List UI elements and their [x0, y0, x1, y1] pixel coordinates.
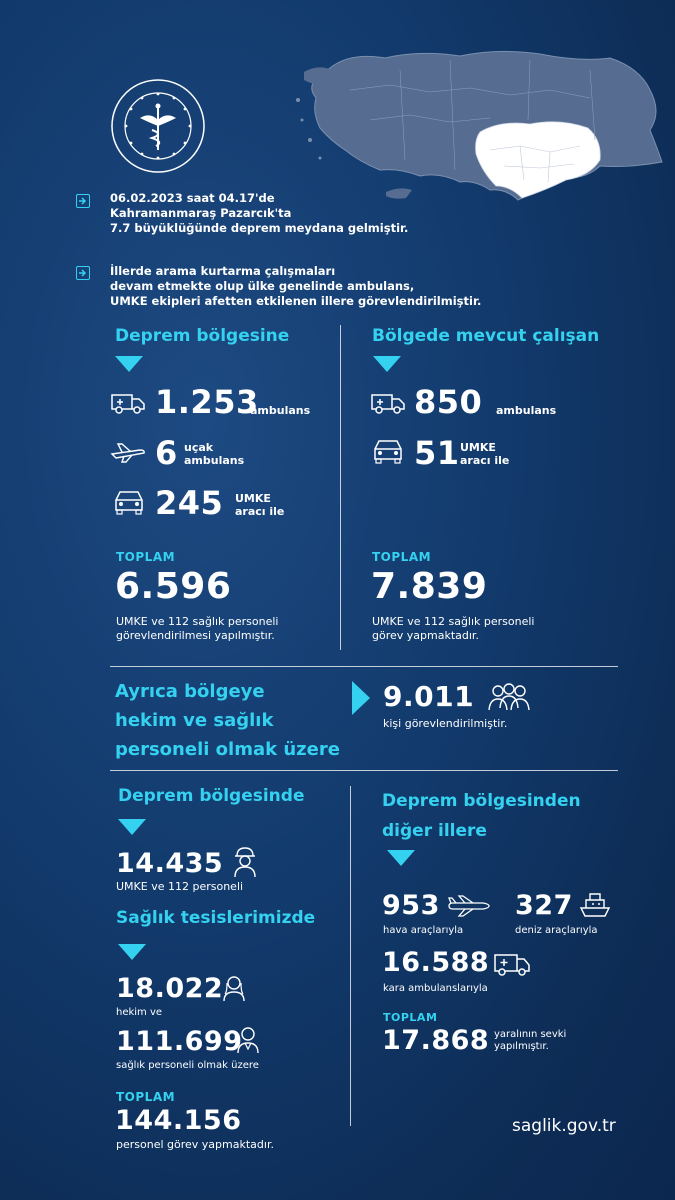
rescue-worker-icon: [233, 846, 257, 882]
right-bottom-toplam-desc: [494, 1029, 566, 1053]
down-arrow-icon: [118, 944, 146, 960]
left-top-item2-label: [184, 441, 244, 467]
right-bottom-title-2: diğer illere: [382, 821, 487, 841]
right-bottom-title: [382, 786, 581, 846]
intro-line-1: 06.02.2023 saat 04.17'de: [110, 191, 275, 205]
intro-line-2: Kahramanmaraş Pazarcık'ta: [110, 206, 292, 220]
left-bottom-desc2: hekim ve: [116, 1007, 163, 1018]
middle-line-2: hekim ve sağlık: [115, 710, 274, 731]
right-bottom-toplam-label: TOPLAM: [383, 1011, 438, 1024]
down-arrow-icon: [373, 356, 401, 372]
ministry-logo: [110, 78, 206, 174]
middle-line-1: Ayrıca bölgeye: [115, 681, 265, 702]
left-bottom-value1: 14.435: [116, 848, 224, 879]
left-bottom-desc1: UMKE ve 112 personeli: [116, 880, 244, 893]
right-top-title: Bölgede mevcut çalışan: [372, 326, 600, 346]
left-top-item1-label: ambulans: [250, 404, 311, 417]
left-top-desc-1: UMKE ve 112 sağlık personeli: [116, 615, 279, 628]
right-arrow-icon: [352, 681, 370, 715]
middle-line-3: personeli olmak üzere: [115, 739, 340, 760]
left-top-toplam-label: TOPLAM: [116, 550, 176, 564]
left-top-item2-label-1: uçak: [184, 441, 214, 454]
right-top-toplam-value: 7.839: [371, 566, 488, 607]
doctor-female-icon: [222, 974, 246, 1006]
left-bottom-value2: 18.022: [116, 973, 224, 1004]
right-top-toplam-label: TOPLAM: [372, 550, 432, 564]
right-bottom-sea-label: deniz araçlarıyla: [515, 925, 598, 936]
intro-line-5: devam etmekte olup ülke genelinde ambulans,: [110, 279, 415, 293]
divider-bottom-vertical: [350, 786, 351, 1126]
people-group-icon: [486, 682, 532, 716]
right-bottom-toplam-desc-2: yapılmıştır.: [494, 1041, 549, 1052]
right-top-item2-label-2: aracı ile: [460, 454, 510, 467]
left-top-item2-value: 6: [155, 434, 178, 472]
right-top-item2-label: [460, 441, 509, 467]
right-top-desc: [372, 615, 535, 643]
left-top-item3-label-1: UMKE: [235, 492, 271, 505]
right-bottom-sea-value: 327: [515, 890, 573, 921]
right-bottom-title-1: Deprem bölgesinden: [382, 791, 581, 811]
left-top-item3-label: [235, 492, 284, 518]
divider-middle-bottom: [110, 770, 618, 771]
left-top-item3-label-2: aracı ile: [235, 505, 285, 518]
left-bottom-desc3: sağlık personeli olmak üzere: [116, 1060, 259, 1071]
left-top-title: Deprem bölgesine: [115, 326, 290, 346]
right-top-item1-label: ambulans: [496, 404, 557, 417]
right-top-item1-value: 850: [414, 383, 483, 421]
right-top-desc-1: UMKE ve 112 sağlık personeli: [372, 615, 535, 628]
left-bottom-toplam-desc: personel görev yapmaktadır.: [116, 1138, 274, 1151]
arrow-box-icon: [76, 194, 90, 208]
right-top-item2-value: 51: [414, 434, 460, 472]
ship-icon: [578, 886, 612, 924]
left-top-item2-label-2: ambulans: [184, 454, 245, 467]
down-arrow-icon: [115, 356, 143, 372]
right-bottom-air-label: hava araçlarıyla: [383, 925, 464, 936]
divider-top-vertical: [340, 325, 341, 650]
intro-line-3: 7.7 büyüklüğünde deprem meydana gelmiştir.: [110, 221, 409, 235]
left-top-desc: [116, 615, 279, 643]
intro-line-4: İllerde arama kurtarma çalışmaları: [110, 264, 336, 278]
down-arrow-icon: [118, 819, 146, 835]
left-bottom-toplam-value: 144.156: [115, 1105, 242, 1136]
left-bottom-toplam-label: TOPLAM: [116, 1090, 176, 1104]
middle-text: [115, 677, 340, 764]
middle-value: 9.011: [383, 680, 475, 713]
arrow-box-icon: [76, 266, 90, 280]
left-top-toplam-value: 6.596: [115, 566, 232, 607]
right-top-desc-2: görev yapmaktadır.: [372, 629, 479, 642]
down-arrow-icon: [387, 850, 415, 866]
intro-line-6: UMKE ekipleri afetten etkilenen illere görevlendirilmiştir.: [110, 294, 482, 308]
intro-text-1: [110, 191, 408, 236]
ambulance-icon: [110, 391, 146, 419]
divider-middle-top: [110, 666, 618, 667]
left-top-item3-value: 245: [155, 484, 224, 522]
doctor-male-icon: [236, 1026, 260, 1058]
umke-vehicle-icon: [371, 437, 405, 469]
footer-url[interactable]: saglik.gov.tr: [512, 1116, 616, 1136]
middle-desc: kişi görevlendirilmiştir.: [383, 717, 508, 730]
plane-icon: [110, 440, 146, 468]
airplane-icon: [447, 894, 491, 922]
left-bottom-title2: Sağlık tesislerimizde: [116, 908, 316, 928]
right-bottom-toplam-desc-1: yaralının sevki: [494, 1029, 567, 1040]
turkey-map: [290, 40, 665, 210]
left-bottom-title: Deprem bölgesinde: [118, 786, 305, 806]
right-top-item2-label-1: UMKE: [460, 441, 496, 454]
intro-text-2: [110, 264, 481, 309]
right-bottom-land-value: 16.588: [382, 947, 490, 978]
ambulance-icon: [370, 391, 406, 419]
left-top-item1-value: 1.253: [155, 383, 259, 421]
umke-vehicle-icon: [112, 488, 146, 520]
right-bottom-toplam-value: 17.868: [382, 1025, 490, 1056]
left-top-desc-2: görevlendirilmesi yapılmıştır.: [116, 629, 275, 642]
right-bottom-air-value: 953: [382, 890, 440, 921]
right-bottom-land-label: kara ambulanslarıyla: [383, 983, 488, 994]
left-bottom-value3: 111.699: [116, 1026, 243, 1057]
ambulance-icon: [493, 951, 531, 981]
